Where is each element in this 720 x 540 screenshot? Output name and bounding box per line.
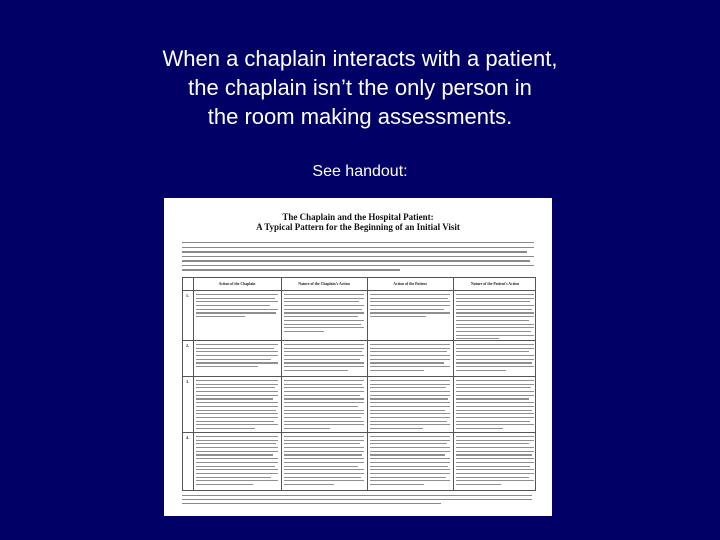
handout-intro-paragraph [182, 242, 534, 274]
handout-image [164, 198, 552, 516]
table-cell [284, 380, 364, 432]
slide-title-line-3: the room making assessments. [207, 104, 513, 129]
table-cell [196, 436, 278, 488]
slide-subtitle: See handout: [312, 163, 408, 180]
table-row-number: 2. [186, 343, 189, 348]
table-cell [456, 294, 534, 342]
table-header-4: Nature of the Patient’s Action [470, 282, 520, 286]
table-row-number: 3. [186, 379, 189, 384]
table-cell [456, 380, 534, 432]
handout-table [182, 277, 536, 491]
table-header-2: Nature of the Chaplain’s Action [298, 282, 350, 286]
table-header-1: Action of the Chaplain [218, 282, 256, 286]
table-cell [370, 344, 450, 374]
table-row-number: 1. [186, 293, 189, 298]
slide-title-line-2: the chaplain isn’t the only person in [188, 75, 532, 100]
table-cell [370, 294, 450, 320]
table-row-number: 4. [186, 435, 189, 440]
table-cell [370, 380, 450, 432]
table-cell [196, 344, 278, 370]
handout-title-line-2: A Typical Pattern for the Beginning of an Initial Visit [256, 222, 460, 232]
table-cell [284, 294, 364, 335]
handout-title-line-1: The Chaplain and the Hospital Patient: [282, 212, 434, 222]
slide-title [0, 44, 720, 131]
table-cell [370, 436, 450, 488]
slide-title-line-1: When a chaplain interacts with a patient, [162, 46, 558, 71]
table-header-3: Action of the Patient [393, 282, 427, 286]
table-cell [456, 436, 534, 488]
table-cell [284, 436, 364, 488]
table-cell [196, 294, 278, 320]
table-cell [284, 344, 364, 374]
handout-footnote [182, 495, 532, 507]
table-cell [196, 380, 278, 432]
handout-title [164, 212, 552, 232]
table-cell [456, 344, 534, 374]
